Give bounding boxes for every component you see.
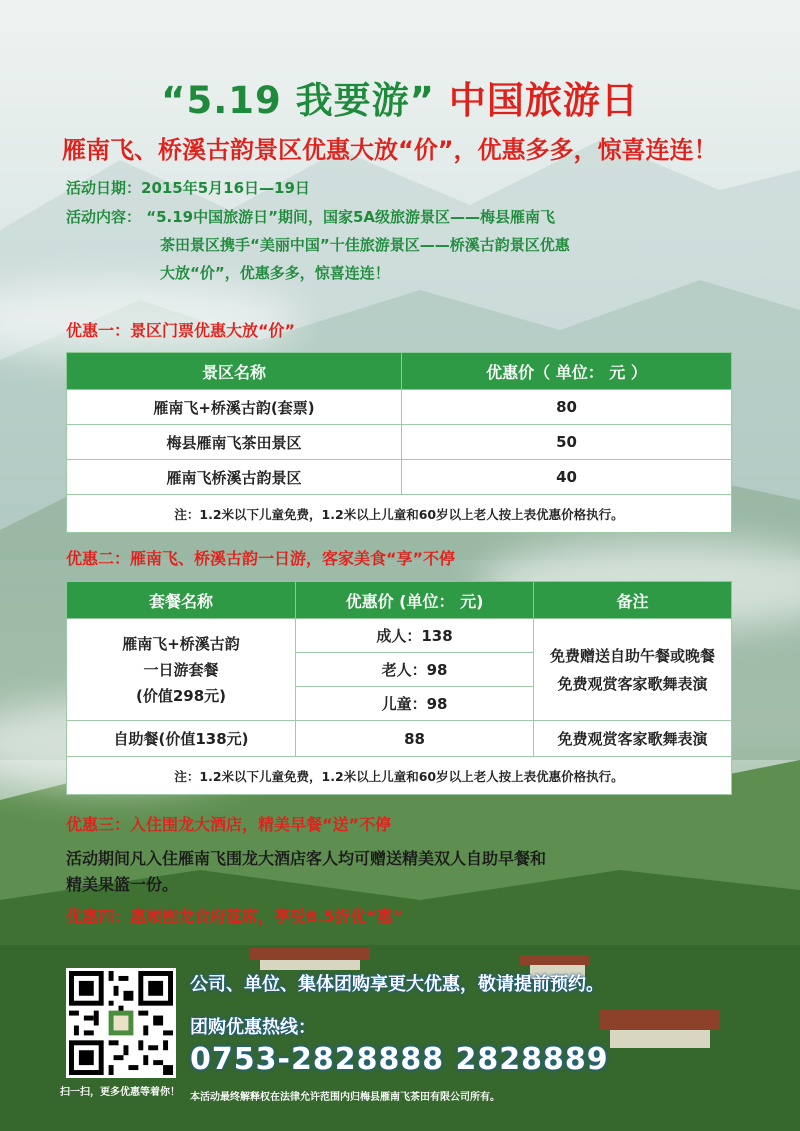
offer1-row1-name: 雁南飞+桥溪古韵(套票) xyxy=(67,390,402,425)
qr-code-pattern xyxy=(69,971,173,1075)
offer1-header-price: 优惠价（ 单位： 元 ） xyxy=(402,353,732,390)
title-green: “5.19 我要游” xyxy=(161,79,435,122)
offer1-header-name: 景区名称 xyxy=(67,353,402,390)
offer2-header-price: 优惠价 (单位： 元) xyxy=(296,582,534,619)
offer1-row2-price: 50 xyxy=(402,425,732,460)
offer3-line1: 活动期间凡入住雁南飞围龙大酒店客人均可赠送精美双人自助早餐和 xyxy=(66,849,547,868)
offer2-remark2: 免费观赏客家歌舞表演 xyxy=(557,674,708,693)
offer2-package-cell xyxy=(67,619,296,721)
hotline-phone[interactable]: 0753-2828888 2828889 xyxy=(190,1042,609,1077)
legal-notice: 本活动最终解释权在法律允许范围内归梅县雁南飞茶田有限公司所有。 xyxy=(190,1092,500,1103)
offer2-buffet-price: 88 xyxy=(296,721,534,757)
offer2-remark1: 免费赠送自助午餐或晚餐 xyxy=(549,646,715,665)
offer1-row3-name: 雁南飞桥溪古韵景区 xyxy=(67,460,402,495)
offer2-buffet-remark: 免费观赏客家歌舞表演 xyxy=(534,721,732,757)
offer2-note: 注：1.2米以下儿童免费，1.2米以上儿童和60岁以上老人按上表优惠价格执行。 xyxy=(67,757,732,795)
offer2-price-adult: 成人：138 xyxy=(296,619,534,653)
activity-date: 活动日期：2015年5月16日—19日 xyxy=(66,179,310,197)
offer2-package-name1: 雁南飞+桥溪古韵 xyxy=(122,634,240,653)
offer2-buffet-name: 自助餐(价值138元) xyxy=(67,721,296,757)
offer1-row2-name: 梅县雁南飞茶田景区 xyxy=(67,425,402,460)
activity-content-line1: 活动内容： “5.19中国旅游日”期间，国家5A级旅游景区——梅县雁南飞 xyxy=(66,208,555,226)
offer2-header-remark: 备注 xyxy=(534,582,732,619)
qr-code[interactable] xyxy=(66,968,176,1078)
offer2-heading: 优惠二：雁南飞、桥溪古韵一日游，客家美食“享”不停 xyxy=(66,549,456,568)
title-red: 中国旅游日 xyxy=(448,79,639,122)
page-subtitle: 雁南飞、桥溪古韵景区优惠大放“价”，优惠多多，惊喜连连！ xyxy=(62,136,718,164)
hotline-label: 团购优惠热线： xyxy=(190,1017,316,1038)
offer2-remark-cell xyxy=(534,619,732,721)
offer1-note: 注：1.2米以下儿童免费，1.2米以上儿童和60岁以上老人按上表优惠价格执行。 xyxy=(67,495,732,533)
qr-caption: 扫一扫，更多优惠等着你！ xyxy=(60,1087,180,1098)
activity-content-line2: 茶田景区携手“美丽中国”十佳旅游景区——桥溪古韵景区优惠 xyxy=(160,236,570,254)
group-promo: 公司、单位、集体团购享更大优惠，敬请提前预约。 xyxy=(190,974,604,995)
offer1-heading: 优惠一：景区门票优惠大放“价” xyxy=(66,321,296,340)
offer2-table xyxy=(66,581,732,795)
offer1-row3-price: 40 xyxy=(402,460,732,495)
page-title xyxy=(0,70,800,124)
offer2-price-child: 儿童：98 xyxy=(296,687,534,721)
offer3-heading: 优惠三：入住围龙大酒店，精美早餐“送”不停 xyxy=(66,815,392,834)
offer2-price-senior: 老人：98 xyxy=(296,653,534,687)
offer4-heading: 优惠四：惠顾围龙食府筵席，享受8.5折优“惠” xyxy=(66,907,404,926)
offer2-header-package: 套餐名称 xyxy=(67,582,296,619)
activity-content-line3: 大放“价”，优惠多多，惊喜连连！ xyxy=(160,264,390,282)
offer2-package-name2: 一日游套餐 xyxy=(143,660,219,679)
offer1-row1-price: 80 xyxy=(402,390,732,425)
offer2-package-value: (价值298元) xyxy=(135,686,227,705)
offer3-line2: 精美果篮一份。 xyxy=(66,875,179,894)
offer1-table xyxy=(66,352,732,533)
